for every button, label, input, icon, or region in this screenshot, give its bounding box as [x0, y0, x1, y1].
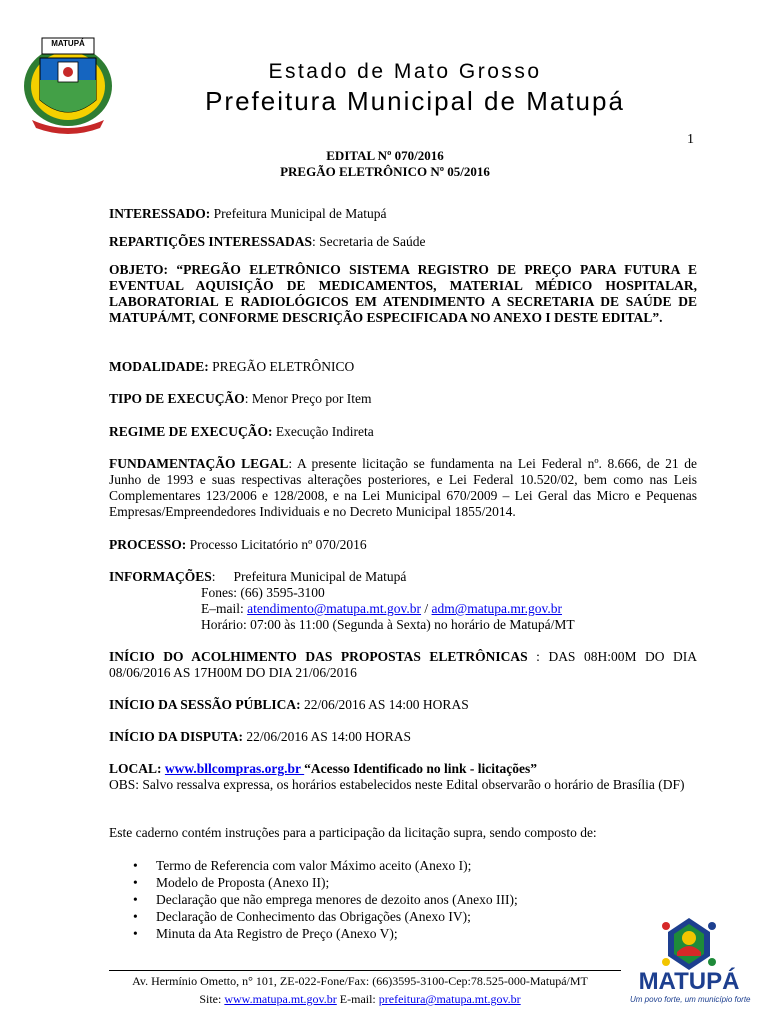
footer-email-link[interactable]: prefeitura@matupa.mt.gov.br — [378, 992, 521, 1006]
fundamentacao-value: : A presente licitação se fundamenta na Lei Federal nº. 8.666, de 21 de Junho de 1993 e suas respectivas alterações posteriores, e Lei Federal 10.520/02, bem como nas Leis Complementares 123/2006 e 128/2008, e na Lei Municipal 670/2009 – Lei Geral das Micro e Pequenas Empresas/Empreendedores Individuais e no Decreto Municipal 1855/2014. — [109, 456, 697, 519]
modalidade — [109, 359, 697, 375]
local-value: “Acesso Identificado no link - licitações” — [304, 761, 538, 776]
objeto-value: “PREGÃO ELETRÔNICO SISTEMA REGISTRO DE PREÇO PARA FUTURA E EVENTUAL AQUISIÇÃO DE MEDICAMENTOS, MATERIAL MÉDICO HOSPITALAR, LABORATORIAL E RADIOLÓGICOS EM ATENDIMENTO A SECRETARIA DE SAÚDE DE MATUPÁ/MT, CONFORME DESCRIÇÃO ESPECIFICADA NO ANEXO I DESTE EDITAL”. — [109, 262, 697, 325]
informacoes-label: INFORMAÇÕES — [109, 569, 212, 584]
inicio-sessao-value: 22/06/2016 AS 14:00 HORAS — [300, 697, 469, 712]
tipo-label: TIPO DE EXECUÇÃO — [109, 391, 245, 406]
reparticoes — [109, 234, 697, 250]
footer-divider — [109, 970, 621, 971]
email-link-atendimento[interactable]: atendimento@matupa.mt.gov.br — [247, 601, 422, 616]
interessado-value: Prefeitura Municipal de Matupá — [210, 206, 387, 221]
fundamentacao-label: FUNDAMENTAÇÃO LEGAL — [109, 456, 289, 471]
informacoes-horario: Horário: 07:00 às 11:00 (Segunda à Sexta) no horário de Matupá/MT — [201, 617, 575, 632]
list-item: • Termo de Referencia com valor Máximo aceito (Anexo I); — [109, 857, 669, 874]
logo-slogan: Um povo forte, um município forte — [630, 995, 751, 1004]
inicio-disputa-label: INÍCIO DA DISPUTA: — [109, 729, 244, 744]
list-item: • Declaração de Conhecimento das Obrigações (Anexo IV); — [109, 908, 669, 925]
email-separator: / — [421, 601, 432, 616]
modalidade-label: MODALIDADE: — [109, 359, 209, 374]
informacoes-org: Prefeitura Municipal de Matupá — [233, 569, 407, 584]
objeto-label: OBJETO: — [109, 262, 169, 277]
tipo-value: : Menor Preço por Item — [244, 391, 372, 406]
logo-name: MATUPÁ — [638, 968, 740, 995]
footer-site-link[interactable]: www.matupa.mt.gov.br — [224, 992, 337, 1006]
obs: OBS: Salvo ressalva expressa, os horários estabelecidos neste Edital observarão o horário de Brasília (DF) — [109, 777, 685, 792]
informacoes-fones: Fones: (66) 3595-3100 — [201, 585, 325, 600]
inicio-acolhimento — [109, 649, 697, 681]
annex-list — [109, 857, 669, 942]
edital-number: EDITAL Nº 070/2016 — [326, 148, 444, 163]
list-item: • Minuta da Ata Registro de Preço (Anexo V); — [109, 925, 669, 942]
processo-value: Processo Licitatório nº 070/2016 — [186, 537, 367, 552]
local-link[interactable]: www.bllcompras.org.br — [164, 761, 305, 776]
list-item: • Modelo de Proposta (Anexo II); — [109, 874, 669, 891]
informacoes-colon: : — [211, 569, 216, 584]
interessado — [109, 206, 697, 222]
processo — [109, 537, 697, 553]
reparticoes-label: REPARTIÇÕES INTERESSADAS — [109, 234, 312, 249]
footer-address: Av. Hermínio Ometto, n° 101, ZE-022-Fone/Fax: (66)3595-3100-Cep:78.525-000-Matupá/MT — [132, 974, 588, 988]
inicio-disputa — [109, 729, 697, 745]
tipo-execucao — [109, 391, 697, 407]
processo-label: PROCESSO: — [109, 537, 187, 552]
regime-value: Execução Indireta — [272, 424, 374, 439]
matupa-logo-mark — [630, 916, 748, 972]
local — [109, 761, 697, 777]
reparticoes-value: : Secretaria de Saúde — [311, 234, 426, 249]
informacoes — [109, 569, 697, 585]
email-prefix: E–mail: — [201, 601, 248, 616]
footer-contact — [0, 992, 720, 1007]
footer-email-label: E-mail: — [336, 992, 379, 1006]
crest-label: MATUPÁ — [51, 39, 85, 48]
inicio-sessao-label: INÍCIO DA SESSÃO PÚBLICA: — [109, 697, 301, 712]
interessado-label: INTERESSADO: — [109, 206, 211, 221]
local-label: LOCAL: — [109, 761, 165, 776]
footer-site-label: Site: — [199, 992, 225, 1006]
fundamentacao-legal — [109, 456, 697, 520]
list-item: • Declaração que não emprega menores de dezoito anos (Anexo III); — [109, 891, 669, 908]
caderno-intro: Este caderno contém instruções para a participação da licitação supra, sendo composto de: — [109, 825, 597, 840]
inicio-acolhimento-label: INÍCIO DO ACOLHIMENTO DAS PROPOSTAS ELETRÔNICAS — [109, 649, 528, 664]
prefeitura-heading: Prefeitura Municipal de Matupá — [205, 86, 625, 116]
regime-execucao — [109, 424, 697, 440]
inicio-disputa-value: 22/06/2016 AS 14:00 HORAS — [243, 729, 412, 744]
email-link-adm[interactable]: adm@matupa.mr.gov.br — [431, 601, 562, 616]
modalidade-value: PREGÃO ELETRÔNICO — [208, 359, 355, 374]
objeto — [109, 262, 697, 326]
regime-label: REGIME DE EXECUÇÃO: — [109, 424, 273, 439]
inicio-sessao — [109, 697, 697, 713]
page-number: 1 — [687, 132, 694, 147]
informacoes-email — [201, 601, 701, 617]
pregao-number: PREGÃO ELETRÔNICO Nº 05/2016 — [280, 164, 490, 179]
inicio-acolhimento-value: : DAS 08H:00M DO DIA 08/06/2016 AS 17H00M DO DIA 21/06/2016 — [109, 649, 697, 680]
state-heading: Estado de Mato Grosso — [268, 60, 542, 83]
